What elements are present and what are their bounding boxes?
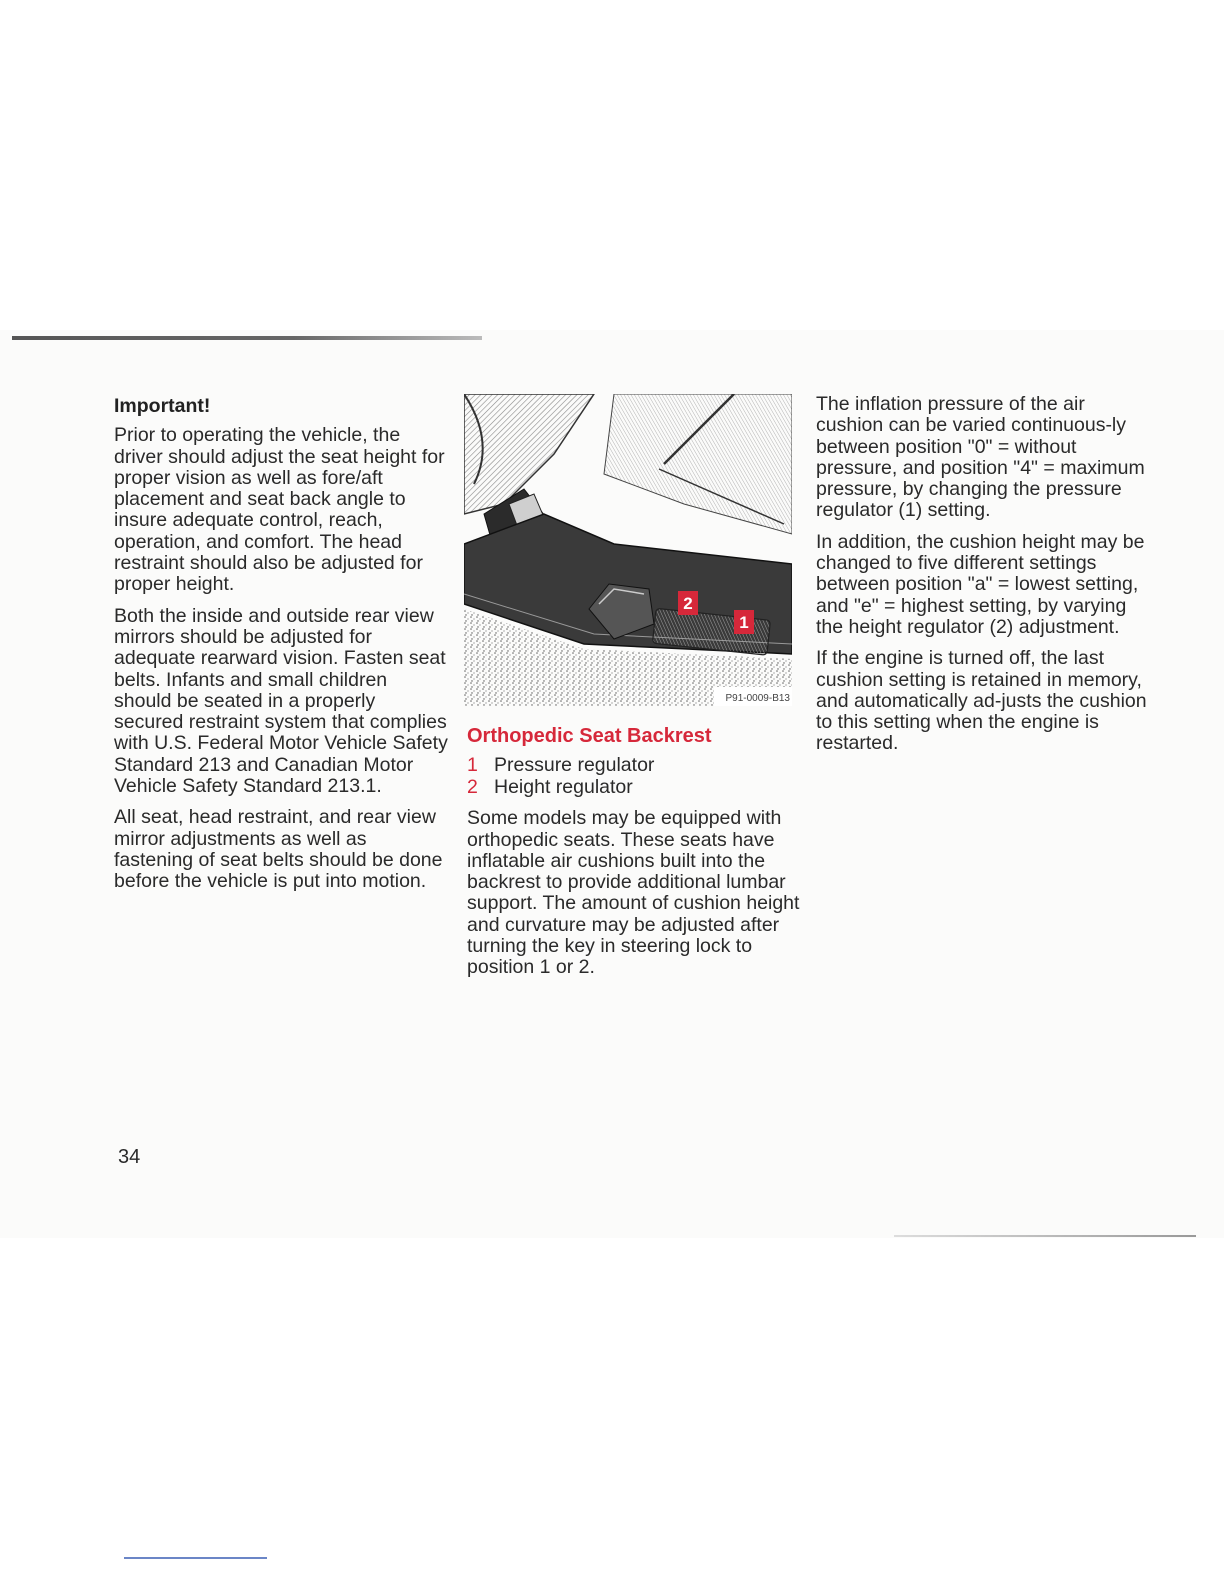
figure-legend [467, 755, 802, 798]
important-heading: Important! [114, 395, 211, 417]
paragraph: The inflation pressure of the air cushion can be varied continuous-ly between position "0" = without pressure, and position "4" = maximum pressure, by changing the pressure regulator (1) setting. [816, 393, 1145, 522]
legend-label: Height regulator [494, 775, 633, 798]
seat-cushion-shape [604, 394, 792, 534]
seat-controls-illustration [464, 394, 792, 706]
left-column [114, 396, 449, 903]
legend-number: 1 [467, 754, 478, 777]
section-heading: Orthopedic Seat Backrest [467, 725, 712, 747]
svg-text:2: 2 [683, 594, 693, 613]
paragraph: Prior to operating the vehicle, the driver should adjust the seat height for proper vision as well as fore/aft placement and seat back angle to insure adequate control, reach, operation, and comfort. The head restraint should also be adjusted for proper height. [114, 424, 445, 596]
callout-2 [678, 591, 698, 615]
paragraph: In addition, the cushion height may be changed to five different settings between position "a" = lowest setting, and "e" = highest setting, by varying the height regulator (2) adjustment. [816, 530, 1145, 638]
right-column [816, 394, 1151, 765]
legend-item [467, 755, 802, 777]
bottom-rule [894, 1235, 1196, 1237]
paragraph: All seat, head restraint, and rear view mirror adjustments as well as fastening of seat belts should be done before the vehicle is put into motion. [114, 806, 443, 893]
legend-item [467, 777, 802, 799]
paragraph: Some models may be equipped with orthopedic seats. These seats have inflatable air cushions built into the backrest to provide additional lumbar support. The amount of cushion height and curvature may be adjusted after turning the key in steering lock to position 1 or 2. [467, 807, 800, 979]
top-rule [12, 336, 482, 340]
paragraph: If the engine is turned off, the last cushion setting is retained in memory, and automatically ad-justs the cushion to this setting when the engine is restarted. [816, 647, 1147, 755]
figure-code: P91-0009-B13 [725, 693, 790, 704]
legend-number: 2 [467, 775, 478, 798]
footer-rule [124, 1557, 267, 1559]
svg-text:1: 1 [739, 613, 749, 632]
middle-column [467, 726, 802, 989]
callout-1 [734, 610, 754, 634]
page-number: 34 [118, 1146, 141, 1168]
paragraph: Both the inside and outside rear view mirrors should be adjusted for adequate rearward vision. Fasten seat belts. Infants and small children should be seated in a properly secured restraint system that complies with U.S. Federal Motor Vehicle Safety Standard 213 and Canadian Motor Vehicle Safety Standard 213.1. [114, 604, 448, 798]
legend-label: Pressure regulator [494, 754, 655, 777]
